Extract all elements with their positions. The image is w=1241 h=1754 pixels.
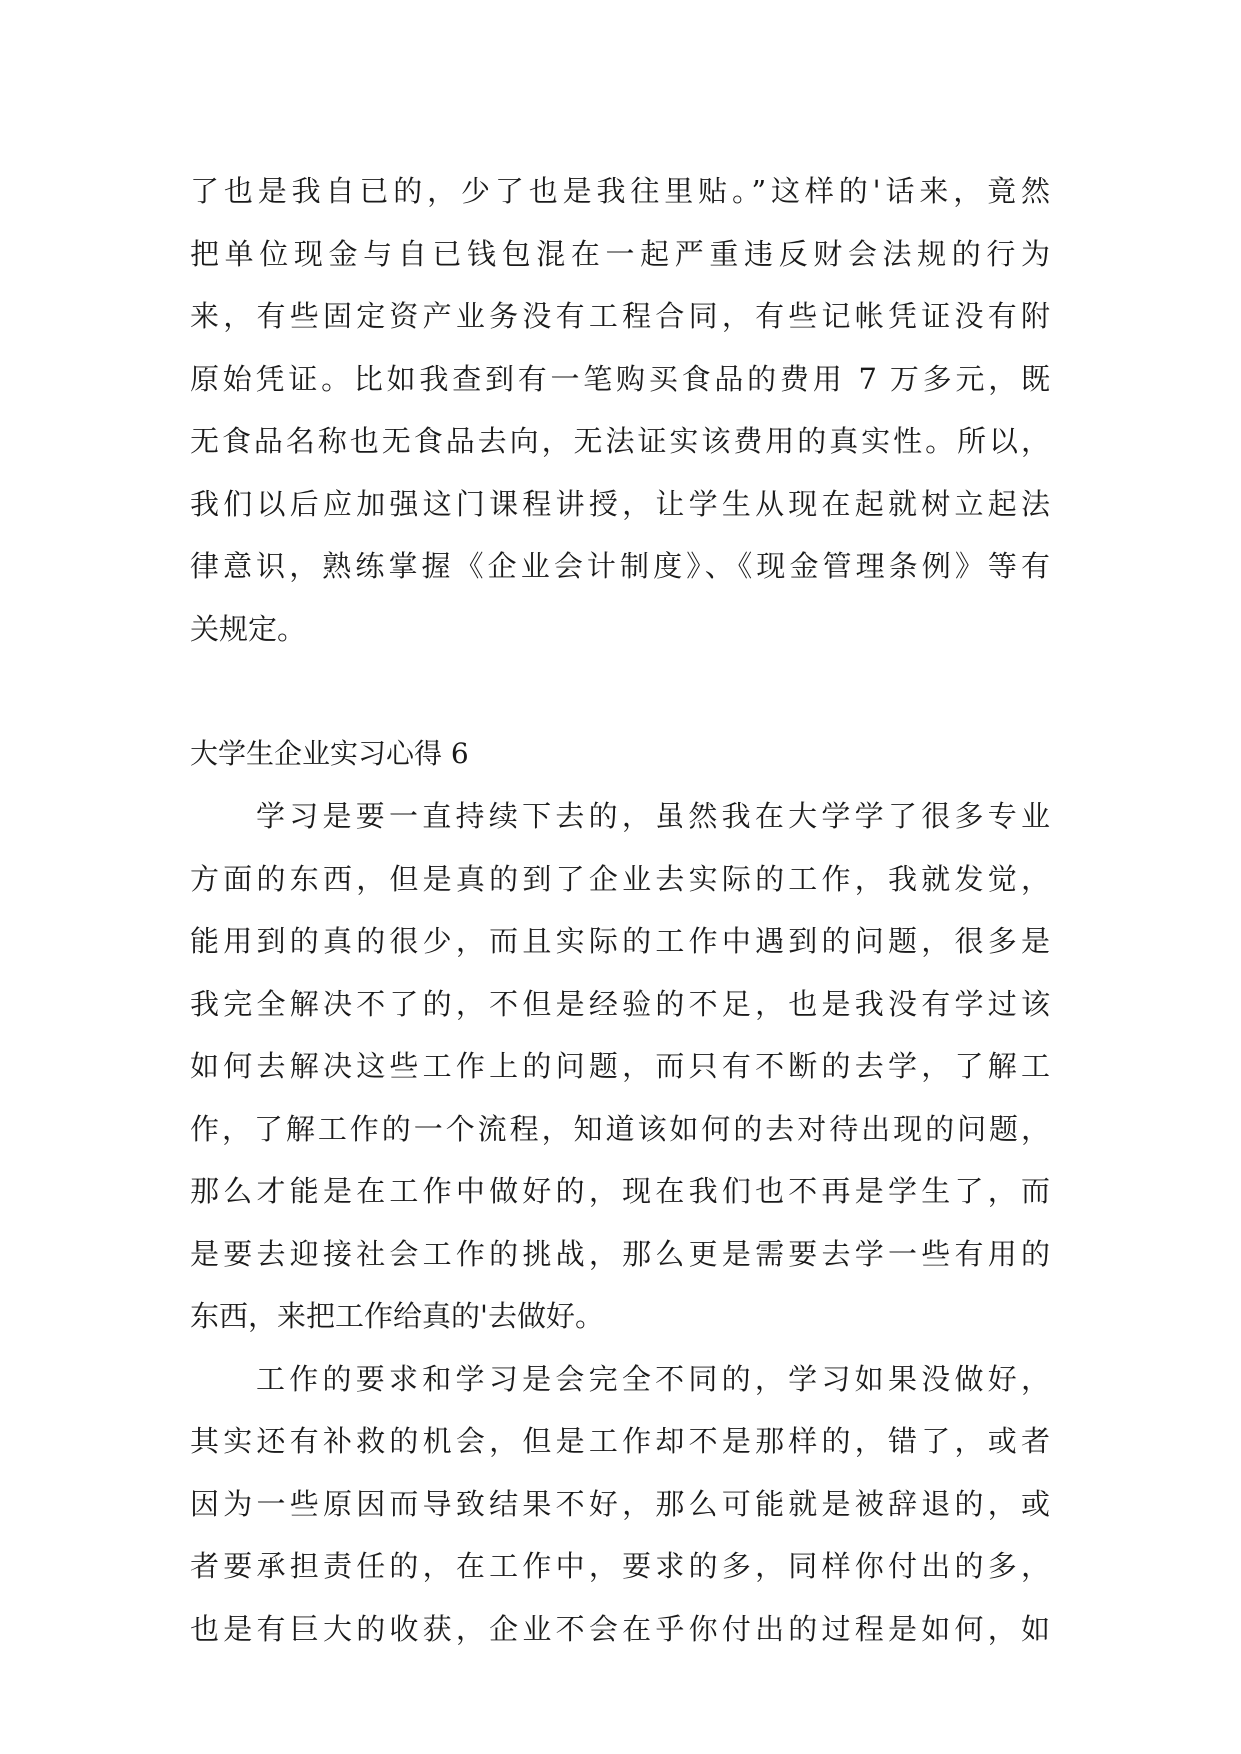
text-line: 律意识，熟练掌握《企业会计制度》、《现金管理条例》等有	[190, 549, 1050, 583]
text-line: 无食品名称也无食品去向，无法证实该费用的真实性。所以，	[190, 424, 1050, 458]
text-line: 工作的要求和学习是会完全不同的，学习如果没做好，	[256, 1361, 1050, 1396]
text-line: 方面的东西，但是真的到了企业去实际的工作，我就发觉，	[190, 861, 1050, 896]
text-line: 是要去迎接社会工作的挑战，那么更是需要去学一些有用的	[190, 1236, 1050, 1271]
text-line: 原始凭证。比如我查到有一笔购买食品的费用 7 万多元，既	[190, 361, 1050, 396]
text-line: 作，了解工作的一个流程，知道该如何的去对待出现的问题，	[190, 1111, 1050, 1146]
text-line: 因为一些原因而导致结果不好，那么可能就是被辞退的，或	[190, 1486, 1050, 1521]
text-line: 我完全解决不了的，不但是经验的不足，也是我没有学过该	[190, 986, 1050, 1021]
text-line: 来，有些固定资产业务没有工程合同，有些记帐凭证没有附	[190, 299, 1050, 333]
text-line: 者要承担责任的，在工作中，要求的多，同样你付出的多，	[190, 1549, 1050, 1583]
text-line: 关规定。	[190, 611, 307, 646]
text-line: 能用到的真的很少，而且实际的工作中遇到的问题，很多是	[190, 924, 1050, 958]
paragraph-1	[190, 785, 1050, 1348]
text-line: 了也是我自已的，少了也是我往里贴。”这样的'话来，竟然	[190, 174, 1050, 208]
text-line: 把单位现金与自已钱包混在一起严重违反财会法规的行为	[190, 236, 1050, 271]
section-heading: 大学生企业实习心得 6	[190, 736, 469, 770]
text-line: 也是有巨大的收获，企业不会在乎你付出的过程是如何，如	[190, 1611, 1050, 1646]
text-line: 东西，来把工作给真的'去做好。	[190, 1299, 604, 1333]
continuation-paragraph	[190, 160, 1050, 660]
blank-line	[190, 660, 1050, 723]
text-line: 我们以后应加强这门课程讲授，让学生从现在起就树立起法	[190, 486, 1050, 521]
text-column	[190, 160, 1050, 1660]
paragraph-2	[190, 1348, 1050, 1661]
text-line: 其实还有补救的机会，但是工作却不是那样的，错了，或者	[190, 1424, 1050, 1458]
text-line: 如何去解决这些工作上的问题，而只有不断的去学，了解工	[190, 1049, 1050, 1083]
text-line: 那么才能是在工作中做好的，现在我们也不再是学生了，而	[190, 1174, 1050, 1208]
text-line: 学习是要一直持续下去的，虽然我在大学学了很多专业	[256, 799, 1050, 833]
